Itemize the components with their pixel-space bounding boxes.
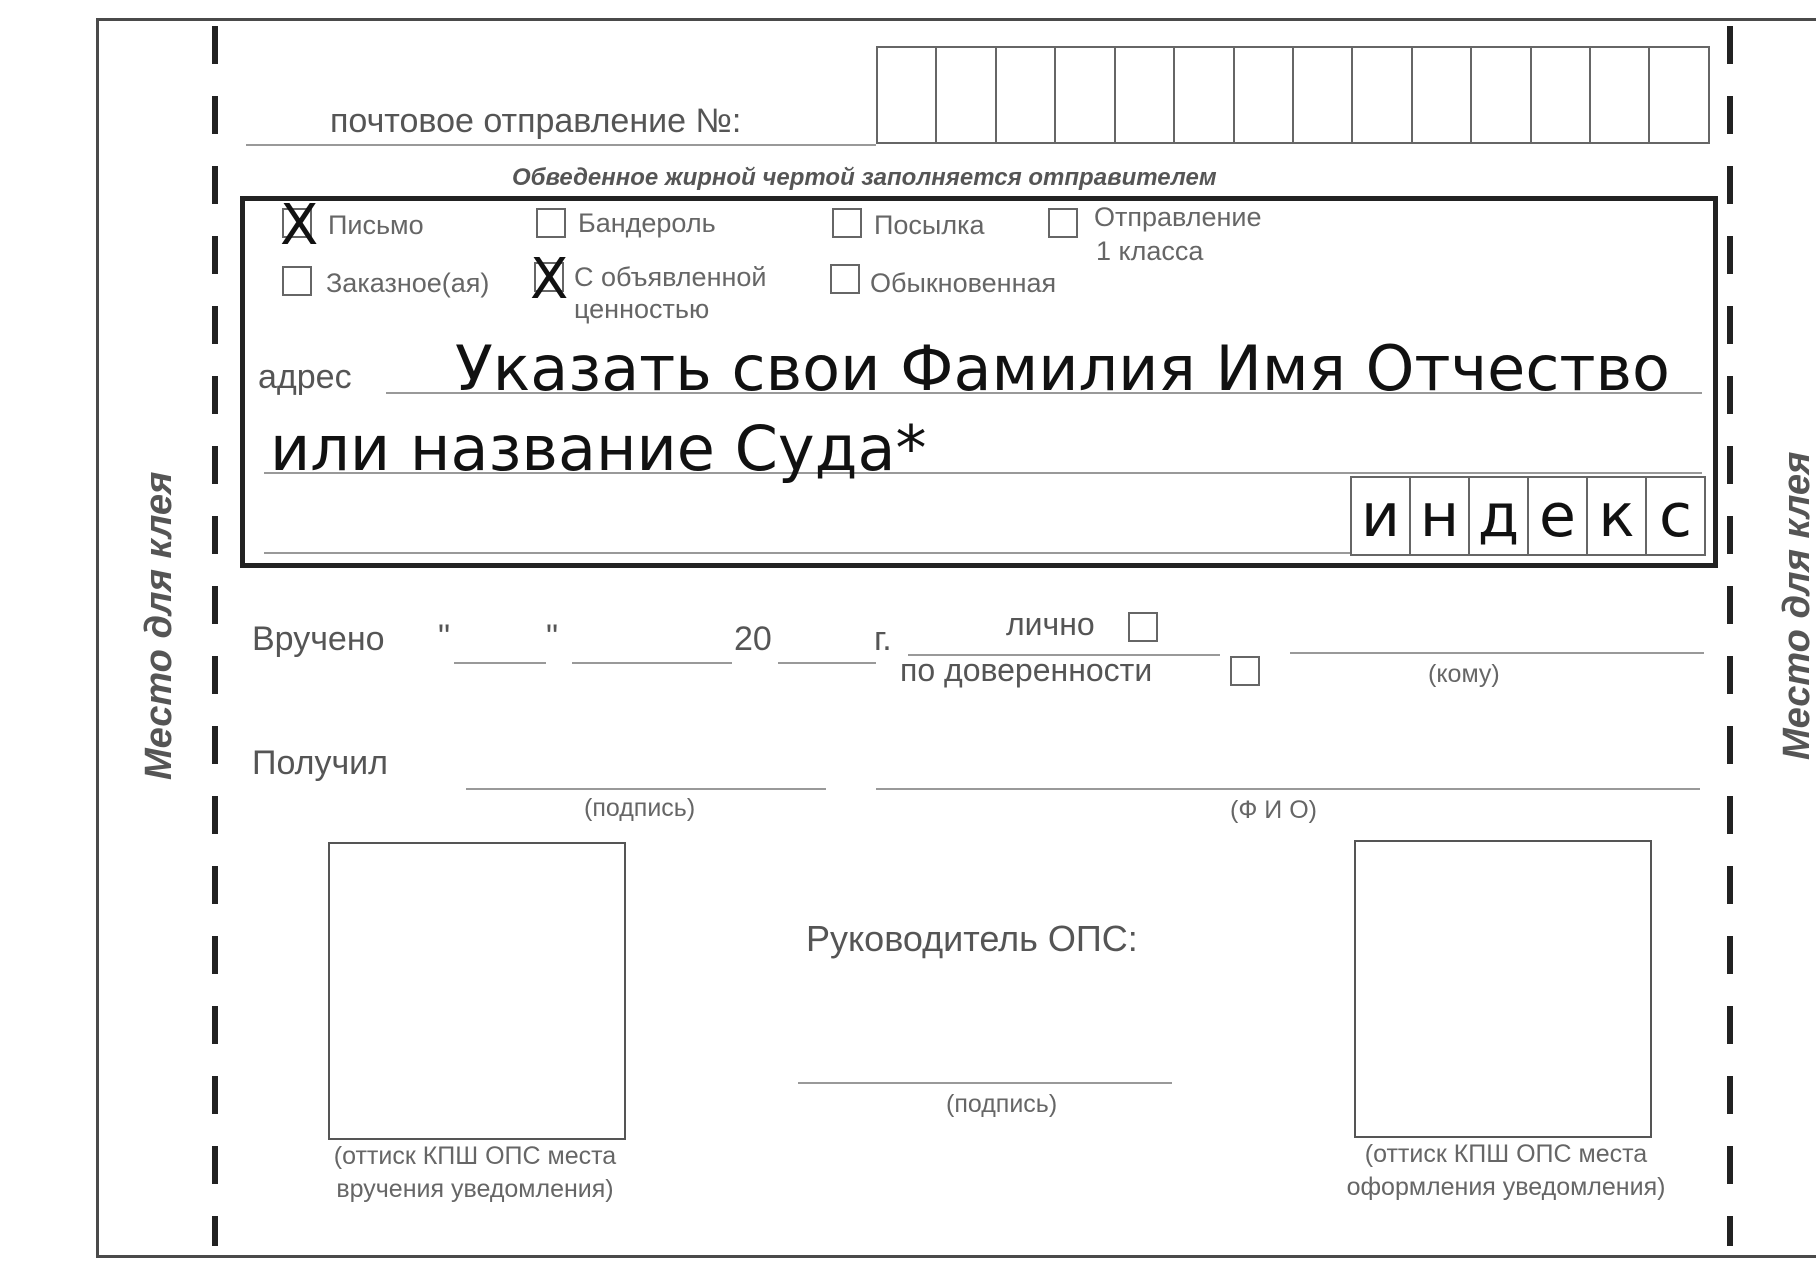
delivered-year-prefix: 20 [734, 620, 772, 658]
address-handwriting-2: или название Суда* [270, 412, 927, 485]
personally-label: лично [1006, 606, 1095, 642]
parcel-label: Посылка [874, 210, 985, 240]
index-letter: и [1352, 478, 1411, 554]
declared-value-mark: X [530, 247, 569, 312]
ordinary-label: Обыкновенная [870, 268, 1057, 298]
delivery-stamp-caption-line-1: (оттиск КПШ ОПС места [333, 1142, 617, 1170]
registered-label: Заказное(ая) [326, 268, 490, 298]
index-letter: д [1470, 478, 1529, 554]
first-class-checkbox[interactable] [1048, 208, 1078, 238]
left-dashed-line [212, 26, 218, 1246]
postal-index-boxes[interactable] [1350, 476, 1706, 556]
right-dashed-line [1727, 26, 1733, 1246]
delivered-day-line [454, 662, 546, 664]
letter-mark: X [280, 193, 319, 258]
delivery-stamp-caption [290, 1140, 660, 1206]
delivery-stamp-caption-line-2: вручения уведомления) [336, 1175, 614, 1203]
delivered-quote-open: " [438, 618, 451, 656]
registration-stamp-caption [1310, 1138, 1702, 1204]
postal-number-label: почтовое отправление №: [330, 102, 742, 140]
by-proxy-label: по доверенности [900, 652, 1153, 688]
letter-label: Письмо [328, 210, 424, 240]
registration-stamp-caption-line-2: оформления уведомления) [1346, 1173, 1666, 1201]
banderole-checkbox[interactable] [536, 208, 566, 238]
glue-area-label-right: Место для клея [1776, 451, 1818, 760]
to-whom-caption: (кому) [1428, 660, 1500, 688]
postal-number-underline [246, 144, 876, 146]
head-signature-line [798, 1082, 1172, 1084]
personally-checkbox[interactable] [1128, 612, 1158, 642]
delivered-year-line [778, 662, 876, 664]
by-proxy-checkbox[interactable] [1230, 656, 1260, 686]
received-signature-caption: (подпись) [584, 794, 696, 822]
sender-note: Обведенное жирной чертой заполняется отправителем [512, 164, 1217, 191]
index-letter: н [1411, 478, 1470, 554]
parcel-checkbox[interactable] [832, 208, 862, 238]
delivered-month-line [572, 662, 732, 664]
registered-checkbox[interactable] [282, 266, 312, 296]
index-letter: е [1529, 478, 1588, 554]
received-label: Получил [252, 744, 388, 782]
declared-value-label: С объявленной [574, 262, 767, 292]
ordinary-checkbox[interactable] [830, 264, 860, 294]
declared-value-label-2: ценностью [574, 294, 710, 324]
index-letter: с [1659, 481, 1692, 551]
delivery-stamp-box [328, 842, 626, 1140]
glue-area-label-left: Место для клея [138, 471, 180, 780]
head-signature-caption: (подпись) [946, 1090, 1058, 1118]
delivered-label: Вручено [252, 620, 385, 658]
banderole-label: Бандероль [578, 208, 716, 238]
address-handwriting-1: Указать свои Фамилия Имя Отчество [455, 332, 1670, 405]
delivered-year-suffix: г. [874, 620, 892, 658]
index-letter: к [1588, 478, 1647, 554]
received-fio-line [876, 788, 1700, 790]
first-class-label-2: 1 класса [1096, 236, 1204, 266]
address-line-3 [264, 552, 1350, 554]
first-class-label: Отправление [1094, 202, 1262, 232]
postal-number-boxes[interactable] [876, 46, 1710, 144]
to-whom-line [1290, 652, 1704, 654]
received-fio-caption: (Ф И О) [1230, 796, 1317, 824]
registration-stamp-caption-line-1: (оттиск КПШ ОПС места [1364, 1140, 1648, 1168]
head-label: Руководитель ОПС: [806, 918, 1138, 959]
address-label: адрес [258, 358, 352, 396]
registration-stamp-box [1354, 840, 1652, 1138]
delivered-quote-close: " [546, 618, 559, 656]
received-signature-line [466, 788, 826, 790]
